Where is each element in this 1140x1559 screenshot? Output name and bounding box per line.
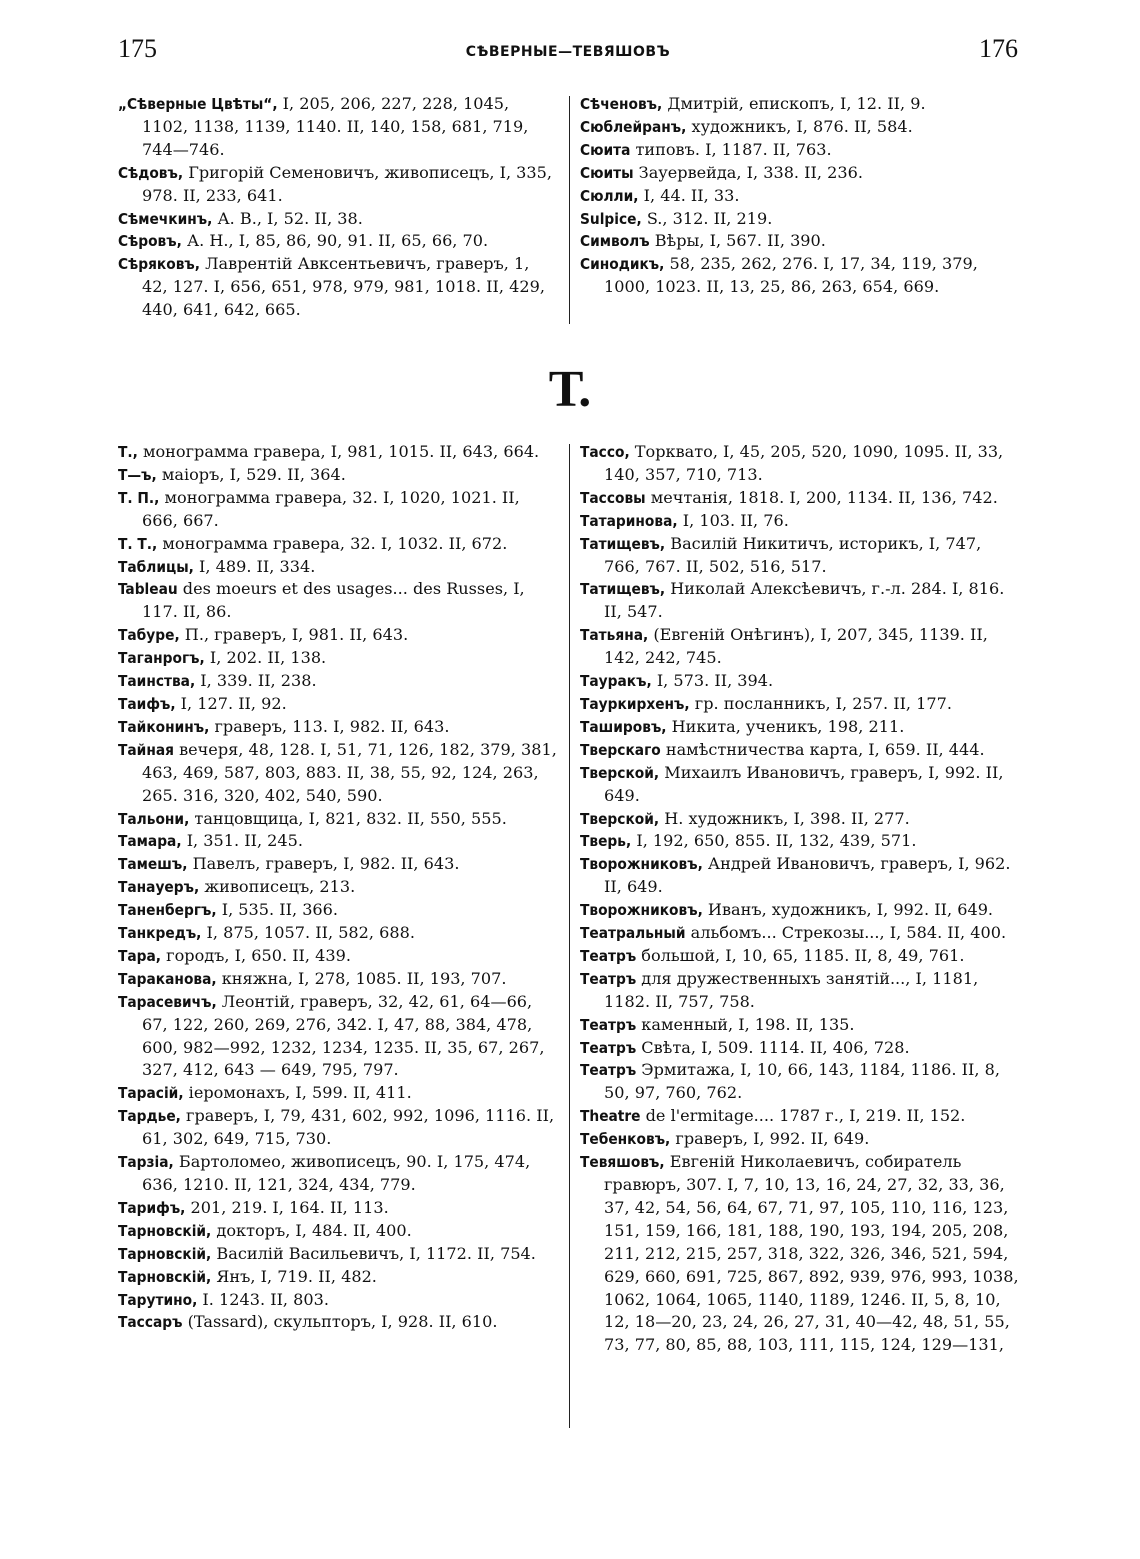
entry-references: докторъ, I, 484. II, 400. [211, 1220, 412, 1240]
index-entry [580, 716, 1020, 739]
entry-references: I, 192, 650, 855. II, 132, 439, 571. [631, 831, 917, 851]
index-entry [580, 739, 1020, 762]
index-entry [580, 1059, 1020, 1105]
entry-references: граверъ, I, 992. II, 649. [670, 1129, 870, 1149]
index-entry [118, 1243, 560, 1266]
index-entry [580, 253, 1020, 299]
index-column-top-right [580, 93, 1020, 299]
index-entry [118, 208, 560, 231]
entry-headword: Таненбергъ, [118, 901, 217, 920]
index-entry [118, 739, 560, 808]
entry-references: Эрмитажа, I, 10, 66, 143, 1184, 1186. II, 8, 50, 97, 760, 762. [604, 1060, 1000, 1103]
index-entry [580, 624, 1020, 670]
entry-headword: Театръ [580, 1038, 637, 1057]
entry-references: граверъ, I, 79, 431, 602, 992, 1096, 1116. II, 61, 302, 649, 715, 730. [142, 1106, 555, 1149]
index-entry [118, 647, 560, 670]
entry-headword: Тарутино, [118, 1290, 198, 1309]
index-entry [118, 1289, 560, 1312]
entry-headword: Театръ [580, 946, 637, 965]
entry-headword: Танкредъ, [118, 924, 202, 943]
entry-references: Иванъ, художникъ, I, 992. II, 649. [702, 900, 994, 920]
entry-references: мечтанія, 1818. I, 200, 1134. II, 136, 742. [645, 487, 998, 507]
entry-references: I, 202. II, 138. [204, 648, 327, 668]
index-column-top-left [118, 93, 560, 322]
index-entry [118, 808, 560, 831]
entry-headword: Ташировъ, [580, 717, 667, 736]
index-entry [118, 253, 560, 322]
entry-headword: Сюита [580, 140, 631, 159]
index-entry [580, 1014, 1020, 1037]
column-divider-top [569, 96, 570, 324]
entry-references: Зауервейда, I, 338. II, 236. [633, 162, 863, 182]
entry-references: S., 312. II, 219. [641, 208, 773, 228]
entry-references: большой, I, 10, 65, 1185. II, 8, 49, 761. [636, 945, 965, 965]
index-entry [118, 464, 560, 487]
index-entry [118, 162, 560, 208]
index-entry [118, 853, 560, 876]
entry-headword: Тарновскій, [118, 1267, 212, 1286]
entry-headword: Театръ [580, 969, 637, 988]
entry-references: Василій Никитичъ, историкъ, I, 747, 766, 767. II, 502, 516, 517. [604, 533, 982, 576]
index-entry [118, 716, 560, 739]
entry-headword: Тассо, [580, 443, 630, 461]
index-entry [118, 487, 560, 533]
entry-headword: Тардье, [118, 1107, 181, 1126]
index-entry [118, 1082, 560, 1105]
entry-references: Григорій Семеновичъ, живописецъ, I, 335, 978. II, 233, 641. [142, 162, 553, 205]
entry-headword: Татищевъ, [580, 534, 666, 553]
entry-references: Василій Васильевичъ, I, 1172. II, 754. [211, 1243, 536, 1263]
page-header [118, 34, 1018, 70]
entry-references: П., граверъ, I, 981. II, 643. [179, 625, 409, 645]
page-number-left: 175 [118, 34, 157, 63]
entry-references: гр. посланникъ, I, 257. II, 177. [689, 693, 952, 713]
entry-references: Андрей Ивановичъ, граверъ, I, 962. II, 649. [604, 854, 1011, 897]
index-entry [580, 922, 1020, 945]
entry-headword: Т., [118, 443, 138, 461]
entry-headword: Тауркирхенъ, [580, 694, 690, 713]
entry-references: городъ, I, 650. II, 439. [161, 945, 351, 965]
index-entry [118, 991, 560, 1083]
index-entry [118, 830, 560, 853]
entry-headword: Сѣченовъ, [580, 95, 663, 113]
index-entry [580, 139, 1020, 162]
entry-headword: Тебенковъ, [580, 1130, 671, 1149]
index-entry [580, 899, 1020, 922]
entry-headword: Тауракъ, [580, 672, 652, 691]
index-entry [118, 693, 560, 716]
entry-headword: Танауеръ, [118, 878, 200, 897]
entry-references: I, 875, 1057. II, 582, 688. [201, 923, 415, 943]
index-entry [580, 116, 1020, 139]
index-entry [118, 876, 560, 899]
entry-references: de l'ermitage.... 1787 г., I, 219. II, 152. [640, 1106, 966, 1126]
index-entry [580, 670, 1020, 693]
index-entry [580, 945, 1020, 968]
entry-references: маіоръ, I, 529. II, 364. [156, 464, 346, 484]
index-entry [580, 162, 1020, 185]
entry-references: А. В., I, 52. II, 38. [212, 208, 363, 228]
index-entry [118, 624, 560, 647]
index-entry [580, 853, 1020, 899]
entry-references: Леонтій, граверъ, 32, 42, 61, 64—66, 67, 122, 260, 269, 276, 342. I, 47, 88, 384, 478, 600, 982—992, 1232, 1234, 1235. II, 35, 67, 267, 327, 412, 643 — 649, 795, 797. [142, 991, 545, 1080]
entry-references: Евгеній Николаевичъ, собиратель гравюръ, 307. I, 7, 10, 13, 16, 24, 27, 32, 33, 36, 37, 42, 54, 56, 64, 67, 71, 97, 105, 110, 116, 123, 151, 159, 166, 181, 188, 190, 193, 194, 205, 208, 211, 212, 215, 257, 318, 322, 326, 346, 521, 594, 629, 660, 691, 725, 867, 892, 939, 976, 993, 1038, 1062, 1064, 1065, 1140, 1189, 1246. II, 5, 8, 10, 12, 18—20, 23, 24, 26, 27, 31, 40—42, 48, 51, 55, 73, 77, 80, 85, 88, 103, 111, 115, 124, 129—131, [604, 1152, 1019, 1355]
index-entry [580, 487, 1020, 510]
index-entry [580, 830, 1020, 853]
entry-headword: Тарифъ, [118, 1198, 186, 1217]
index-entry [580, 968, 1020, 1014]
entry-references: Янъ, I, 719. II, 482. [211, 1266, 377, 1286]
entry-references: I, 127. II, 92. [175, 693, 287, 713]
entry-headword: Творожниковъ, [580, 855, 703, 874]
column-divider-bottom [569, 444, 570, 1428]
index-entry [118, 1266, 560, 1289]
entry-headword: Тайконинъ, [118, 717, 210, 736]
entry-headword: Theatre [580, 1107, 641, 1126]
entry-references: типовъ. I, 1187. II, 763. [630, 139, 832, 159]
entry-references: Дмитрій, епископъ, I, 12. II, 9. [662, 94, 926, 113]
entry-references: княжна, I, 278, 1085. II, 193, 707. [216, 968, 507, 988]
entry-references: I, 489. II, 334. [193, 556, 316, 576]
entry-headword: Тевяшовъ, [580, 1153, 665, 1172]
index-entry [118, 1105, 560, 1151]
index-entry [580, 693, 1020, 716]
running-title: СѢВЕРНЫЕ—ТЕВЯШОВЪ [465, 44, 671, 60]
index-entry [580, 808, 1020, 831]
entry-references: I, 44. II, 33. [638, 185, 740, 205]
index-entry [580, 1105, 1020, 1128]
entry-headword: Сюиты [580, 163, 634, 182]
index-entry [118, 670, 560, 693]
entry-references: вечеря, 48, 128. I, 51, 71, 126, 182, 379, 381, 463, 469, 587, 803, 883. II, 38, 55, 92, 124, 263, 265. 316, 320, 402, 540, 590. [142, 739, 557, 805]
entry-headword: Sulpice, [580, 209, 642, 228]
index-entry [580, 762, 1020, 808]
index-entry [580, 441, 1020, 487]
entry-headword: Т. Т., [118, 534, 158, 553]
index-entry [118, 1220, 560, 1243]
entry-references: I, 573. II, 394. [651, 671, 774, 691]
entry-headword: Таинства, [118, 672, 196, 691]
entry-references: I, 205, 206, 227, 228, 1045, 1102, 1138, 1139, 1140. II, 140, 158, 681, 719, 744—746. [142, 94, 529, 159]
entry-headword: Тараканова, [118, 969, 217, 988]
entry-headword: Сѣряковъ, [118, 255, 200, 274]
entry-headword: Тарновскій, [118, 1221, 212, 1240]
entry-headword: Тальони, [118, 809, 190, 828]
index-entry [118, 578, 560, 624]
entry-headword: Татаринова, [580, 511, 678, 530]
entry-references: каменный, I, 198. II, 135. [636, 1014, 855, 1034]
entry-headword: Тверскаго [580, 740, 661, 759]
entry-references: Бартоломео, живописецъ, 90. I, 175, 474, 636, 1210. II, 121, 324, 434, 779. [142, 1152, 531, 1194]
entry-references: живописецъ, 213. [199, 877, 356, 897]
entry-references: Никита, ученикъ, 198, 211. [666, 716, 905, 736]
entry-headword: Тарасій, [118, 1084, 184, 1103]
entry-references: художникъ, I, 876. II, 584. [686, 116, 913, 136]
index-entry [118, 93, 560, 162]
index-entry [580, 1128, 1020, 1151]
entry-headword: Творожниковъ, [580, 901, 703, 920]
entry-references: монограмма гравера, 32. I, 1032. II, 672. [157, 533, 508, 553]
entry-references: граверъ, 113. I, 982. II, 643. [209, 716, 450, 736]
index-entry [118, 230, 560, 253]
entry-references: (Tassard), скульпторъ, I, 928. II, 610. [182, 1312, 498, 1332]
entry-headword: Сюлли, [580, 186, 639, 205]
entry-references: намѣстничества карта, I, 659. II, 444. [660, 739, 985, 759]
index-column-bottom-left [118, 441, 560, 1334]
entry-headword: Табуре, [118, 626, 180, 645]
entry-headword: Сѣмечкинъ, [118, 209, 213, 228]
entry-headword: Тарасевичъ, [118, 992, 217, 1011]
entry-headword: Тара, [118, 946, 162, 965]
entry-headword: Тверь, [580, 832, 632, 851]
entry-references: іеромонахъ, I, 599. II, 411. [183, 1083, 412, 1103]
entry-headword: „Сѣверные Цвѣты“, [118, 95, 278, 113]
page-number-right: 176 [979, 34, 1018, 63]
entry-references: Николай Алексѣевичъ, г.-л. 284. I, 816. II, 547. [604, 579, 1005, 622]
entry-headword: Тверской, [580, 763, 660, 782]
index-entry [580, 230, 1020, 253]
entry-references: 201, 219. I, 164. II, 113. [185, 1197, 389, 1217]
entry-headword: Сѣдовъ, [118, 163, 184, 182]
entry-references: I, 339. II, 238. [195, 671, 317, 691]
index-entry [580, 93, 1020, 116]
entry-references: А. Н., I, 85, 86, 90, 91. II, 65, 66, 70. [181, 231, 489, 251]
entry-references: I. 1243. II, 803. [197, 1289, 329, 1309]
entry-headword: Сѣровъ, [118, 232, 182, 251]
entry-references: Торквато, I, 45, 205, 520, 1090, 1095. II, 33, 140, 357, 710, 713. [604, 442, 1004, 484]
entry-references: I, 535. II, 366. [216, 900, 339, 920]
index-entry [580, 533, 1020, 579]
entry-headword: Тамешъ, [118, 855, 188, 874]
index-entry [580, 185, 1020, 208]
entry-headword: Символъ [580, 232, 650, 251]
index-entry [118, 556, 560, 579]
entry-references: I, 103. II, 76. [677, 510, 789, 530]
entry-references: монограмма гравера, 32. I, 1020, 1021. II, 666, 667. [142, 487, 520, 530]
entry-references: танцовщица, I, 821, 832. II, 550, 555. [189, 808, 507, 828]
entry-headword: Таблицы, [118, 557, 194, 576]
entry-headword: Тарзіа, [118, 1153, 174, 1172]
entry-references: (Евгеній Онѣгинъ), I, 207, 345, 1139. II, 142, 242, 745. [604, 625, 988, 668]
entry-references: des moeurs et des usages... des Russes, I, 117. II, 86. [142, 579, 525, 622]
entry-headword: Театръ [580, 1015, 637, 1034]
index-entry [118, 968, 560, 991]
index-entry [118, 945, 560, 968]
entry-headword: Тарновскій, [118, 1244, 212, 1263]
entry-headword: Tableau [118, 580, 178, 599]
entry-headword: Т—ъ, [118, 465, 157, 484]
entry-references: Михаилъ Ивановичъ, граверъ, I, 992. II, 649. [604, 762, 1004, 805]
index-entry [118, 1151, 560, 1197]
entry-headword: Тайная [118, 740, 174, 759]
index-entry [118, 533, 560, 556]
entry-headword: Сюблейранъ, [580, 117, 687, 136]
entry-references: I, 351. II, 245. [181, 831, 304, 851]
index-entry [118, 441, 560, 464]
section-letter: Т. [548, 361, 592, 418]
entry-headword: Тверской, [580, 809, 660, 828]
entry-headword: Синодикъ, [580, 255, 665, 274]
index-column-bottom-right [580, 441, 1020, 1357]
entry-headword: Таифъ, [118, 694, 176, 713]
entry-references: Н. художникъ, I, 398. II, 277. [659, 808, 910, 828]
entry-headword: Т. П., [118, 488, 160, 507]
entry-references: Лаврентій Авксентьевичъ, граверъ, 1, 42, 127. I, 656, 651, 978, 979, 981, 1018. II, 429, 440, 641, 642, 665. [142, 254, 545, 320]
index-entry [580, 510, 1020, 533]
entry-headword: Тассовы [580, 488, 646, 507]
entry-references: монограмма гравера, I, 981, 1015. II, 643, 664. [137, 442, 540, 461]
index-entry [580, 578, 1020, 624]
entry-references: Свѣта, I, 509. 1114. II, 406, 728. [636, 1037, 910, 1057]
entry-references: для дружественныхъ занятій..., I, 1181, 1182. II, 757, 758. [604, 968, 979, 1011]
index-entry [118, 899, 560, 922]
index-entry [580, 1037, 1020, 1060]
index-entry [580, 1151, 1020, 1357]
entry-headword: Тамара, [118, 832, 182, 851]
entry-headword: Татьяна, [580, 626, 649, 645]
entry-headword: Таганрогъ, [118, 649, 205, 668]
entry-headword: Тассаръ [118, 1313, 183, 1332]
entry-headword: Татищевъ, [580, 580, 666, 599]
index-entry [580, 208, 1020, 231]
entry-headword: Театръ [580, 1061, 637, 1080]
index-entry [118, 1311, 560, 1334]
entry-references: альбомъ... Стрекозы..., I, 584. II, 400. [685, 923, 1007, 943]
index-entry [118, 922, 560, 945]
entry-references: 58, 235, 262, 276. I, 17, 34, 119, 379, 1000, 1023. II, 13, 25, 86, 263, 654, 669. [604, 254, 978, 297]
entry-references: Вѣры, I, 567. II, 390. [649, 231, 826, 251]
entry-references: Павелъ, граверъ, I, 982. II, 643. [187, 854, 460, 874]
index-entry [118, 1197, 560, 1220]
entry-headword: Театральный [580, 924, 686, 943]
